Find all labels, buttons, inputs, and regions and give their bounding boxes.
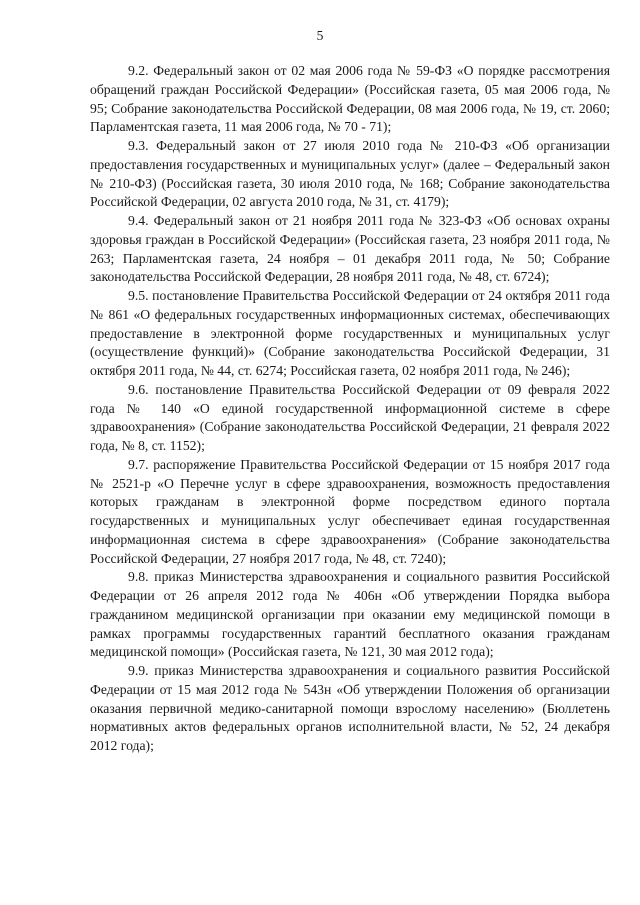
- paragraph-9-3: 9.3. Федеральный закон от 27 июля 2010 года № 210-ФЗ «Об организации предоставления государственных и муниципальных услуг» (далее – Федеральный закон № 210-ФЗ) (Российская газета, 30 июля 2010 года, № 168; Собрание законодательства Российской Федерации, 02 августа 2010 года, № 31, ст. 4179);: [90, 138, 610, 210]
- paragraph-9-7: 9.7. распоряжение Правительства Российской Федерации от 15 ноября 2017 года № 2521-р «О Перечне услуг в сфере здравоохранения, возможность предоставления которых гражданам в электронной форме посредством единого портала государственных и муниципальных услуг обеспечивает единая государственная информационная система в сфере здравоохранения» (Собрание законодательства Российской Федерации, 27 ноября 2017 года, № 48, ст. 7240);: [90, 456, 610, 566]
- page-number: 5: [316, 28, 324, 43]
- document-body: [90, 62, 610, 756]
- paragraph-9-9: 9.9. приказ Министерства здравоохранения и социального развития Российской Федерации от 15 мая 2012 года № 543н «Об утверждении Положения об организации оказания первичной медико-санитарной помощи взрослому населению» (Бюллетень нормативных актов федеральных органов исполнительной власти, № 52, 24 декабря 2012 года);: [90, 663, 610, 753]
- paragraph-9-8: 9.8. приказ Министерства здравоохранения и социального развития Российской Федерации от 26 апреля 2012 года № 406н «Об утверждении Порядка выбора гражданином медицинской организации при оказании ему медицинской помощи в рамках программы государственных гарантий бесплатного оказания гражданам медицинской помощи» (Российская газета, № 121, 30 мая 2012 года);: [90, 569, 610, 660]
- paragraph-9-4: 9.4. Федеральный закон от 21 ноября 2011 года № 323-ФЗ «Об основах охраны здоровья граждан в Российской Федерации» (Российская газета, 23 ноября 2011 года, № 263; Парламентская газета, 24 ноября – 01 декабря 2011 года, № 50; Собрание законодательства Российской Федерации, 28 ноября 2011 года, № 48, ст. 6724);: [90, 213, 610, 285]
- paragraph-9-5: 9.5. постановление Правительства Российской Федерации от 24 октября 2011 года № 861 «О федеральных государственных информационных системах, обеспечивающих предоставление в электронной форме государственных и муниципальных услуг (осуществление функций)» (Собрание законодательства Российской Федерации, 31 октября 2011 года, № 44, ст. 6274; Российская газета, 02 ноября 2011 года, № 246);: [90, 288, 610, 378]
- paragraph-9-6: 9.6. постановление Правительства Российской Федерации от 09 февраля 2022 года № 140 «О единой государственной информационной системе в сфере здравоохранения» (Собрание законодательства Российской Федерации, 21 февраля 2022 года, № 8, ст. 1152);: [90, 381, 610, 453]
- paragraph-9-2: 9.2. Федеральный закон от 02 мая 2006 года № 59-ФЗ «О порядке рассмотрения обращений граждан Российской Федерации» (Российская газета, 05 мая 2006 года, № 95; Собрание законодательства Российской Федерации, 08 мая 2006 года, № 19, ст. 2060; Парламентская газета, 11 мая 2006 года, № 70 - 71);: [90, 63, 610, 135]
